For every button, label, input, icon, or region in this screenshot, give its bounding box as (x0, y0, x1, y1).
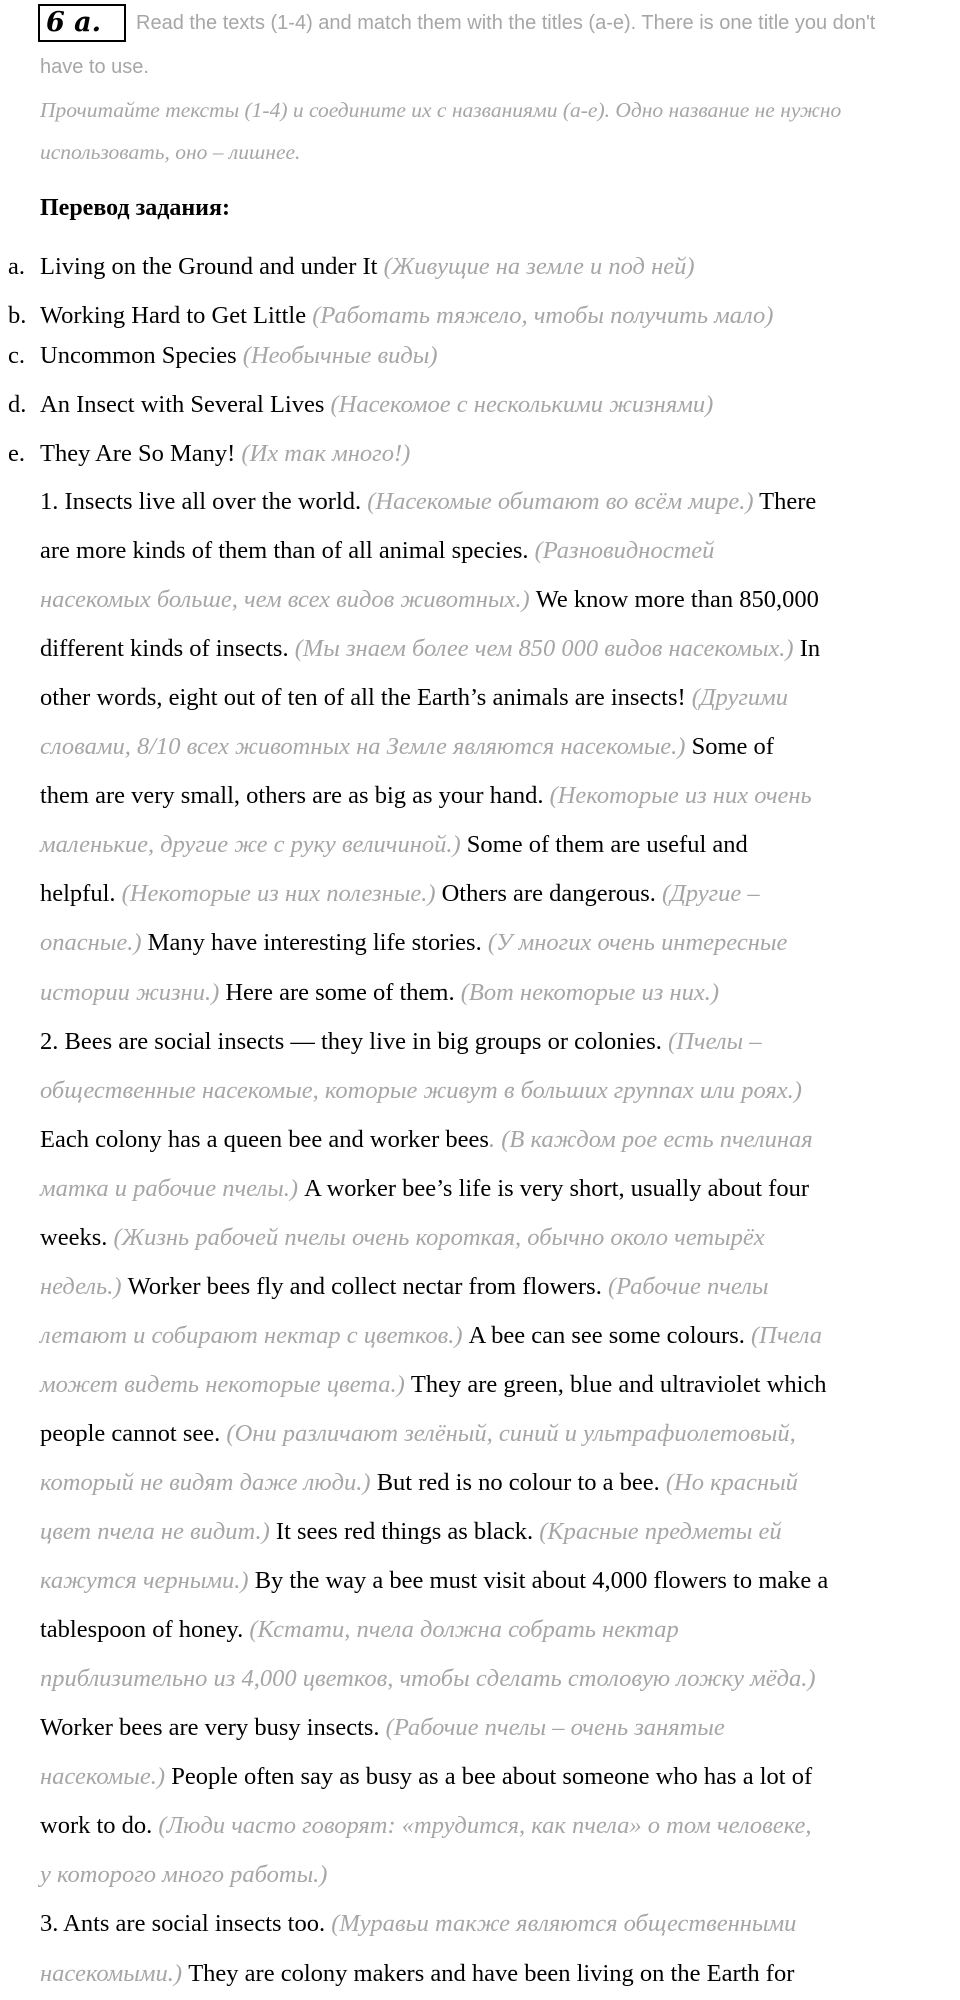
english-text: There (753, 488, 817, 515)
title-en: Uncommon Species (40, 342, 243, 369)
text-line (40, 781, 812, 811)
instruction-en-line-2: have to use. (40, 56, 149, 78)
text-line (40, 1125, 813, 1155)
translation-text: (Вот некоторые из них.) (460, 979, 720, 1006)
text-line (40, 487, 816, 517)
text-line (40, 1909, 796, 1939)
title-letter: e. (8, 440, 25, 467)
english-text: People often say as busy as a bee about someone who has a lot of (165, 1763, 813, 1790)
translation-text: (Муравьи также являются общественными (331, 1910, 797, 1937)
english-text: A worker bee’s life is very short, usually about four (298, 1175, 809, 1202)
translation-text: (Пчела (751, 1322, 823, 1349)
translation-text: цвет пчела не видит.) (40, 1518, 270, 1545)
english-text: are more kinds of them than of all animal species. (40, 537, 535, 564)
title-ru: (Их так много!) (241, 440, 411, 467)
text-line (40, 1468, 798, 1498)
translation-text: может видеть некоторые цвета.) (40, 1371, 405, 1398)
title-ru: (Насекомое с несколькими жизнями) (330, 391, 714, 418)
translation-text: который не видят даже люди.) (40, 1469, 371, 1496)
english-text: A bee can see some colours. (462, 1322, 751, 1349)
text-line (40, 1566, 828, 1596)
translation-text: (Другие – (662, 880, 760, 907)
english-text: people cannot see. (40, 1420, 227, 1447)
english-text: 2. Bees are social insects — they live in big groups or colonies. (40, 1028, 669, 1055)
translation-text: маленькие, другие же с руку величиной.) (40, 831, 461, 858)
english-text: other words, eight out of ten of all the Earth’s animals are insects! (40, 684, 692, 711)
translation-text: матка и рабочие пчелы.) (40, 1175, 298, 1202)
english-text: We know more than 850,000 (529, 586, 819, 613)
title-item (8, 252, 695, 282)
translation-text: словами, 8/10 всех животных на Земле являются насекомые.) (40, 733, 686, 760)
english-text: weeks. (40, 1224, 114, 1251)
text-line (40, 1664, 816, 1694)
english-text: Some of them are useful and (460, 831, 748, 858)
text-line (40, 1321, 822, 1351)
english-text: Some of (685, 733, 774, 760)
title-letter: d. (8, 391, 27, 418)
title-item (8, 301, 773, 331)
translation-text: насекомыми.) (40, 1960, 183, 1987)
instruction-en-line-1: Read the texts (1-4) and match them with the titles (a-e). There is one title you don't (136, 12, 876, 34)
translation-text: истории жизни.) (40, 979, 220, 1006)
text-line (40, 1615, 679, 1645)
title-ru: (Работать тяжело, чтобы получить мало) (312, 302, 774, 329)
translation-text: (Другими (691, 684, 789, 711)
translation-text: недель.) (40, 1273, 122, 1300)
text-line (40, 1223, 765, 1253)
title-letter: b. (8, 302, 27, 329)
text-line (40, 1419, 796, 1449)
text-line (40, 1272, 768, 1302)
title-ru: (Необычные виды) (242, 342, 438, 369)
text-line (40, 634, 820, 664)
translation-text: насекомых больше, чем всех видов животных.) (40, 586, 530, 613)
english-text: different kinds of insects. (40, 635, 295, 662)
translation-text: насекомые.) (40, 1763, 166, 1790)
title-en: Working Hard to Get Little (40, 302, 313, 329)
english-text: By the way a bee must visit about 4,000 flowers to make a (248, 1567, 829, 1594)
text-line (40, 1860, 327, 1890)
title-en: An Insect with Several Lives (40, 391, 331, 418)
title-letter: a. (8, 253, 25, 280)
english-text: them are very small, others are as big as your hand. (40, 782, 550, 809)
english-text: Here are some of them. (219, 979, 461, 1006)
english-text: Worker bees are very busy insects. (40, 1714, 386, 1741)
english-text: work to do. (40, 1812, 159, 1839)
text-line (40, 1762, 812, 1792)
title-item (8, 439, 410, 469)
text-line (40, 536, 714, 566)
text-line (40, 1076, 802, 1106)
english-text: Each colony has a queen bee and worker bees (40, 1126, 489, 1153)
translation-text: (Некоторые из них очень (549, 782, 812, 809)
text-line (40, 585, 819, 615)
english-text: tablespoon of honey. (40, 1616, 250, 1643)
english-text: Worker bees fly and collect nectar from flowers. (121, 1273, 608, 1300)
title-item (8, 341, 438, 371)
translation-text: . (В каждом рое есть пчелиная (488, 1126, 813, 1153)
english-text: They are colony makers and have been living on the Earth for (182, 1960, 795, 1987)
text-line (40, 978, 719, 1008)
text-line (40, 879, 760, 909)
translation-text: опасные.) (40, 929, 142, 956)
task-number-box: 6 a. (38, 4, 126, 42)
text-line (40, 1811, 811, 1841)
translation-text: (Рабочие пчелы – очень занятые (385, 1714, 725, 1741)
translation-heading: Перевод задания: (40, 195, 230, 221)
text-line (40, 1370, 827, 1400)
english-text: They are green, blue and ultraviolet which (404, 1371, 827, 1398)
text-line (40, 683, 788, 713)
translation-text: (У многих очень интересные (487, 929, 788, 956)
translation-text: (Рабочие пчелы (607, 1273, 769, 1300)
english-text: helpful. (40, 880, 122, 907)
translation-text: (Но красный (665, 1469, 798, 1496)
translation-text: (Пчелы – (668, 1028, 762, 1055)
translation-text: (Разновидностей (534, 537, 715, 564)
text-line (40, 928, 787, 958)
translation-text: (Мы знаем более чем 850 000 видов насекомых.) (294, 635, 794, 662)
text-line (40, 732, 774, 762)
english-text: 1. Insects live all over the world. (40, 488, 368, 515)
translation-text: у которого много работы.) (40, 1861, 328, 1888)
translation-text: (Люди часто говорят: «трудится, как пчела» о том человеке, (158, 1812, 812, 1839)
text-line (40, 1174, 809, 1204)
english-text: Others are dangerous. (435, 880, 663, 907)
title-letter: c. (8, 342, 25, 369)
english-text: It sees red things as black. (269, 1518, 540, 1545)
instruction-ru-line-2: использовать, оно – лишнее. (40, 140, 301, 164)
translation-text: общественные насекомые, которые живут в больших группах или роях.) (40, 1077, 802, 1104)
english-text: In (793, 635, 821, 662)
english-text: 3. Ants are social insects too. (40, 1910, 332, 1937)
translation-text: (Насекомые обитают во всём мире.) (367, 488, 754, 515)
translation-text: (Они различают зелёный, синий и ультрафиолетовый, (226, 1420, 796, 1447)
translation-text: (Некоторые из них полезные.) (121, 880, 436, 907)
title-en: Living on the Ground and under It (40, 253, 384, 280)
translation-text: (Кстати, пчела должна собрать нектар (249, 1616, 679, 1643)
title-ru: (Живущие на земле и под ней) (383, 253, 695, 280)
translation-text: летают и собирают нектар с цветков.) (40, 1322, 463, 1349)
text-line (40, 1517, 782, 1547)
translation-text: (Красные предметы ей (539, 1518, 782, 1545)
title-item (8, 390, 713, 420)
english-text: But red is no colour to a bee. (370, 1469, 666, 1496)
translation-text: приблизительно из 4,000 цветков, чтобы сделать столовую ложку мёда.) (40, 1665, 816, 1692)
translation-text: кажутся черными.) (40, 1567, 249, 1594)
english-text: Many have interesting life stories. (141, 929, 488, 956)
title-en: They Are So Many! (40, 440, 242, 467)
text-line (40, 1959, 794, 1989)
text-line (40, 1027, 762, 1057)
translation-text: (Жизнь рабочей пчелы очень короткая, обычно около четырёх (113, 1224, 765, 1251)
instruction-ru-line-1: Прочитайте тексты (1-4) и соедините их с названиями (а-е). Одно название не нужно (40, 98, 842, 122)
text-line (40, 830, 748, 860)
text-line (40, 1713, 725, 1743)
